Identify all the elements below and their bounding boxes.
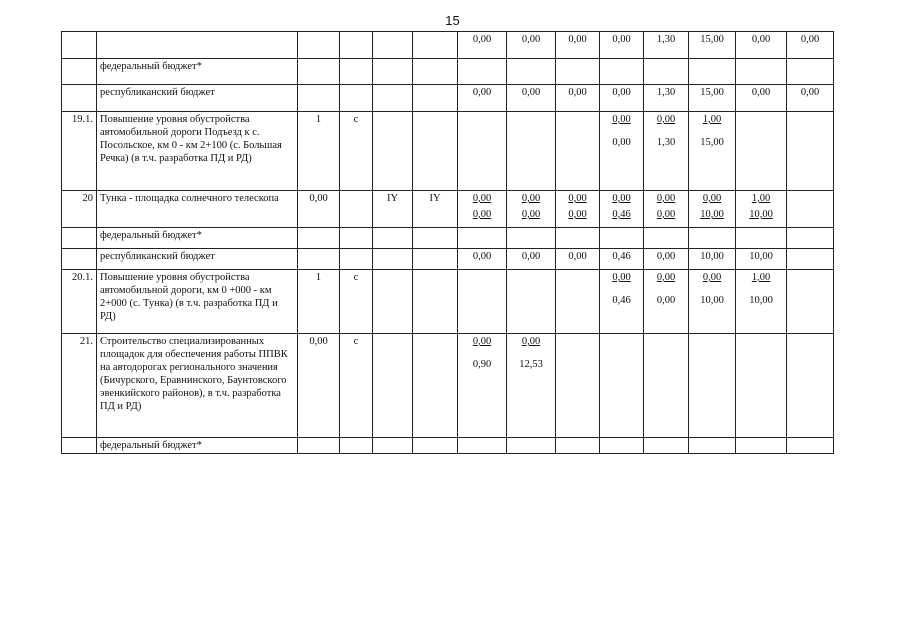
cell-value: 0,00 bbox=[787, 32, 834, 59]
cell-value: 0,00 bbox=[458, 249, 507, 270]
cell-name: Повышение уровня обустройства автомобильной дороги, км 0 +000 - км 2+000 (с. Тунка) (в т.ч. разработка ПД и РД) bbox=[97, 270, 298, 334]
cell-no bbox=[62, 32, 97, 59]
table-row-20-1 bbox=[62, 270, 834, 334]
value-top: 0,00 bbox=[702, 193, 722, 204]
value-bottom: 0,00 bbox=[472, 209, 492, 220]
value-top: 0,00 bbox=[521, 193, 541, 204]
cell-qty: 1 bbox=[298, 270, 340, 334]
table-row-20 bbox=[62, 191, 834, 228]
value-top: 1,00 bbox=[751, 193, 771, 204]
cell-qty: 1 bbox=[298, 112, 340, 191]
cell-qty: 0,00 bbox=[298, 191, 340, 228]
cell-name bbox=[97, 32, 298, 59]
table-row-top-total bbox=[62, 32, 834, 59]
cell-name: Повышение уровня обустройства автомобильной дороги Подъезд к с. Посольское, км 0 - км 2+100 (с. Большая Речка) (в т.ч. разработка ПД и РД) bbox=[97, 112, 298, 191]
cell-value: 0,00 bbox=[644, 249, 689, 270]
cell-value: 0,00 bbox=[507, 85, 556, 112]
cell-name: Тунка - площадка солнечного телескопа bbox=[97, 191, 298, 228]
cell-cat2 bbox=[413, 32, 458, 59]
cell-stage: с bbox=[340, 112, 373, 191]
value-top: 0,00 bbox=[612, 193, 631, 204]
cell-no: 21. bbox=[62, 334, 97, 438]
table-row-21-federal bbox=[62, 438, 834, 454]
page-number: 15 bbox=[445, 13, 460, 28]
value-top: 0,00 bbox=[472, 193, 492, 204]
budget-table bbox=[61, 31, 834, 454]
cell-value: 0,00 bbox=[458, 85, 507, 112]
cell-value: 0,00 bbox=[787, 85, 834, 112]
cell-no: 20 bbox=[62, 191, 97, 228]
cell-value: 1,30 bbox=[644, 85, 689, 112]
cell-value-pair bbox=[689, 112, 736, 191]
cell-value: 0,00 bbox=[736, 32, 787, 59]
cell-name: федеральный бюджет* bbox=[97, 438, 298, 454]
value-top: 1,00 bbox=[702, 114, 722, 125]
cell-cat1 bbox=[373, 32, 413, 59]
cell-value: 0,00 bbox=[507, 249, 556, 270]
cell-no: 19.1. bbox=[62, 112, 97, 191]
value-bottom: 10,00 bbox=[700, 295, 724, 306]
cell-cat2: IY bbox=[413, 191, 458, 228]
cell-value: 0,00 bbox=[600, 32, 644, 59]
cell-value: 10,00 bbox=[736, 249, 787, 270]
cell-value: 0,00 bbox=[458, 32, 507, 59]
cell-name: Строительство специализированных площадок для обеспечения работы ППВК на автодорогах регионального значения (Бичурского, Еравнинского, Баунтовского эвенкийского районов), в т.ч. разработка ПД и РД) bbox=[97, 334, 298, 438]
value-bottom: 0,46 bbox=[612, 295, 631, 306]
cell-name: федеральный бюджет* bbox=[97, 59, 298, 85]
value-top: 0,00 bbox=[612, 272, 631, 283]
value-top: 1,00 bbox=[751, 272, 771, 283]
value-bottom: 0,00 bbox=[521, 209, 541, 220]
value-bottom: 0,46 bbox=[612, 209, 631, 220]
cell-name: республиканский бюджет bbox=[97, 85, 298, 112]
value-top: 0,00 bbox=[656, 193, 676, 204]
cell-value: 0,00 bbox=[556, 249, 600, 270]
value-bottom: 10,00 bbox=[700, 209, 724, 220]
cell-stage bbox=[340, 32, 373, 59]
value-bottom: 10,00 bbox=[749, 209, 773, 220]
cell-cat1: IY bbox=[373, 191, 413, 228]
cell-value-pair bbox=[600, 112, 644, 191]
value-top: 0,00 bbox=[612, 114, 631, 125]
cell-value: 0,00 bbox=[556, 85, 600, 112]
cell-value: 0,00 bbox=[556, 32, 600, 59]
cell-qty bbox=[298, 32, 340, 59]
value-bottom: 0,90 bbox=[472, 359, 492, 370]
cell-qty: 0,00 bbox=[298, 334, 340, 438]
cell-value: 0,46 bbox=[600, 249, 644, 270]
value-top: 0,00 bbox=[656, 272, 676, 283]
value-bottom: 0,00 bbox=[612, 137, 631, 148]
value-bottom: 10,00 bbox=[749, 295, 773, 306]
cell-no: 20.1. bbox=[62, 270, 97, 334]
value-bottom: 0,00 bbox=[656, 295, 676, 306]
value-top: 0,00 bbox=[656, 114, 676, 125]
cell-value: 15,00 bbox=[689, 85, 736, 112]
cell-name: республиканский бюджет bbox=[97, 249, 298, 270]
cell-stage: с bbox=[340, 270, 373, 334]
value-bottom: 12,53 bbox=[519, 359, 543, 370]
value-bottom: 1,30 bbox=[656, 137, 676, 148]
cell-stage: с bbox=[340, 334, 373, 438]
cell-value: 10,00 bbox=[689, 249, 736, 270]
value-top: 0,00 bbox=[472, 336, 492, 347]
table-row-top-republic bbox=[62, 85, 834, 112]
value-bottom: 0,00 bbox=[656, 209, 676, 220]
table-row-20-republic bbox=[62, 249, 834, 270]
table-row-20-federal bbox=[62, 228, 834, 249]
cell-value: 0,00 bbox=[600, 85, 644, 112]
value-bottom: 15,00 bbox=[700, 137, 724, 148]
table-row-19-1 bbox=[62, 112, 834, 191]
table-row-21 bbox=[62, 334, 834, 438]
value-top: 0,00 bbox=[568, 193, 587, 204]
cell-value: 15,00 bbox=[689, 32, 736, 59]
value-top: 0,00 bbox=[521, 336, 541, 347]
cell-value: 1,30 bbox=[644, 32, 689, 59]
cell-name: федеральный бюджет* bbox=[97, 228, 298, 249]
table-row-top-federal bbox=[62, 59, 834, 85]
cell-value: 0,00 bbox=[736, 85, 787, 112]
value-bottom: 0,00 bbox=[568, 209, 587, 220]
value-top: 0,00 bbox=[702, 272, 722, 283]
cell-value: 0,00 bbox=[507, 32, 556, 59]
cell-value-pair bbox=[644, 112, 689, 191]
